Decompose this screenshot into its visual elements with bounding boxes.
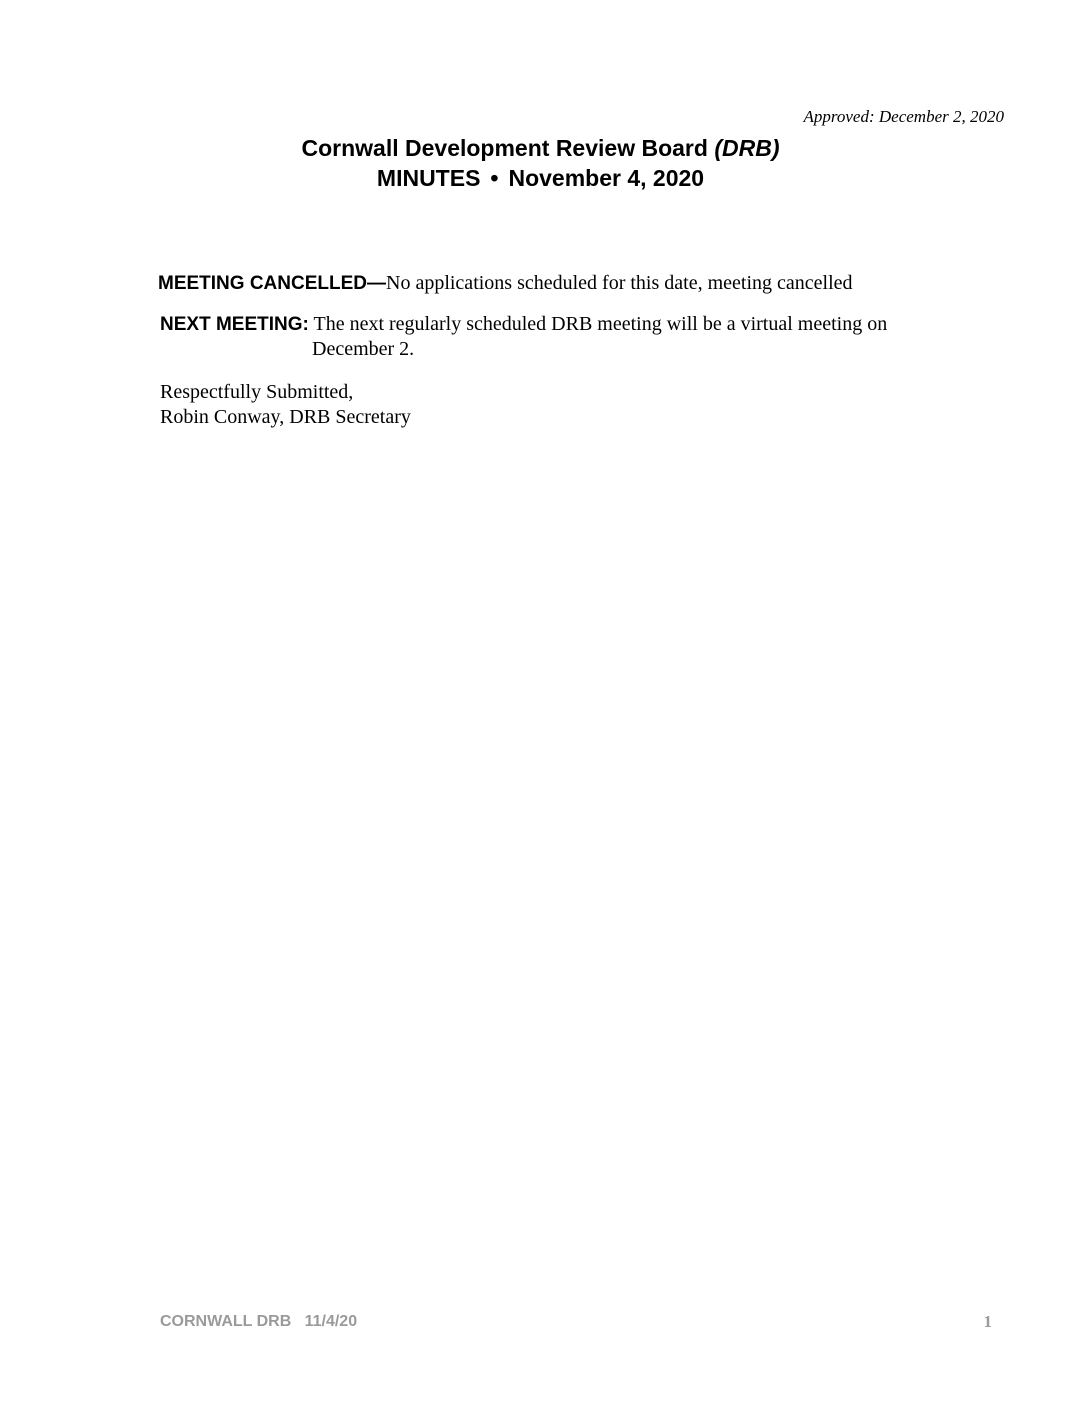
signoff-block bbox=[160, 380, 411, 430]
page-title bbox=[0, 133, 1081, 163]
title-main: Cornwall Development Review Board bbox=[301, 135, 715, 161]
signoff-line: Respectfully Submitted, bbox=[160, 381, 354, 403]
title-abbreviation: (DRB) bbox=[714, 135, 780, 161]
next-meeting-text-continued: December 2. bbox=[312, 338, 415, 360]
cancelled-text: No applications scheduled for this date, meeting cancelled bbox=[386, 272, 853, 294]
subtitle-date: November 4, 2020 bbox=[508, 165, 705, 191]
cancelled-label: MEETING CANCELLED— bbox=[158, 273, 386, 294]
page-subtitle bbox=[0, 163, 1081, 193]
signoff-signature: Robin Conway, DRB Secretary bbox=[160, 406, 411, 428]
meeting-cancelled-paragraph bbox=[158, 270, 853, 297]
next-meeting-text: The next regularly scheduled DRB meeting will be a virtual meeting on bbox=[308, 313, 888, 335]
subtitle-separator: • bbox=[490, 165, 499, 191]
document-title-block bbox=[0, 133, 1081, 193]
approval-note: Approved: December 2, 2020 bbox=[803, 107, 1004, 126]
page-number: 1 bbox=[983, 1312, 992, 1331]
subtitle-label: MINUTES bbox=[376, 165, 481, 191]
next-meeting-paragraph bbox=[160, 312, 960, 361]
footer-label: CORNWALL DRB 11/4/20 bbox=[160, 1313, 358, 1330]
next-meeting-label: NEXT MEETING: bbox=[160, 314, 309, 335]
